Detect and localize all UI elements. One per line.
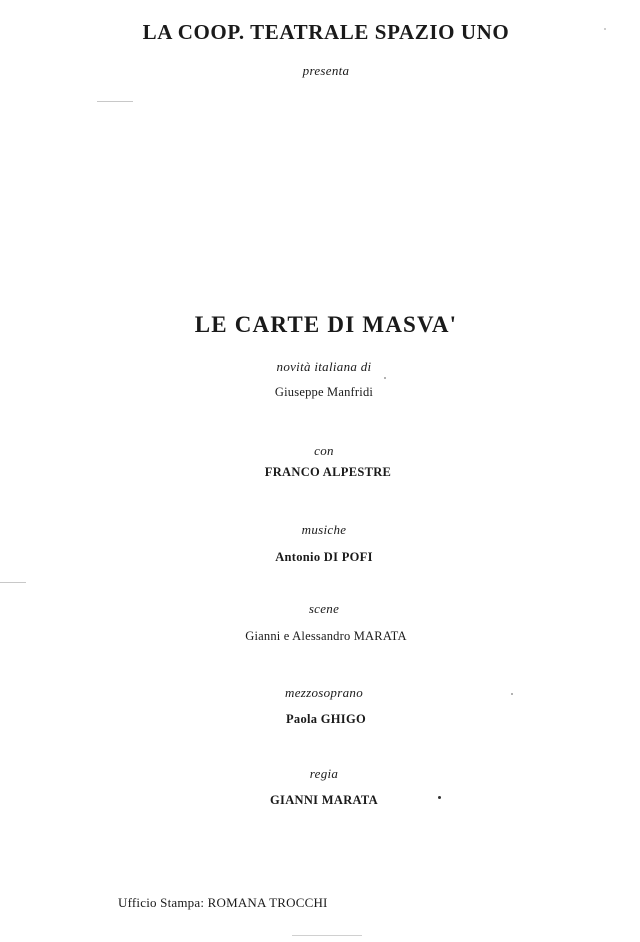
credit-role-scene: scene: [308, 601, 340, 616]
scan-speck: [0, 582, 26, 583]
press-office-name: ROMANA TROCCHI: [207, 895, 328, 910]
play-subtitle: novità italiana di: [276, 359, 372, 374]
play-title: LE CARTE DI MASVA': [194, 312, 458, 337]
credit-name-musiche: Antonio DI POFI: [275, 550, 373, 564]
scan-speck: [292, 935, 362, 936]
scan-speck: [438, 796, 441, 799]
credit-role-regia: regia: [309, 766, 339, 781]
credit-name-regia: GIANNI MARATA: [270, 793, 378, 807]
scan-speck: [97, 101, 133, 102]
credit-role-musiche: musiche: [301, 522, 347, 537]
credit-role-mezzosoprano: mezzosoprano: [285, 685, 363, 700]
presents-label: presenta: [302, 63, 350, 78]
scan-speck: [384, 377, 386, 379]
play-author: Giuseppe Manfridi: [274, 385, 374, 399]
scan-speck: [511, 693, 513, 695]
credit-name-mezzosoprano: Paola GHIGO: [285, 712, 367, 726]
company-heading: LA COOP. TEATRALE SPAZIO UNO: [142, 20, 510, 44]
press-office-label: Ufficio Stampa:: [118, 895, 205, 910]
credit-name-scene: Gianni e Alessandro MARATA: [245, 629, 407, 643]
credit-name-con: FRANCO ALPESTRE: [264, 465, 392, 479]
scan-speck: [604, 28, 606, 30]
credit-role-con: con: [314, 443, 334, 458]
press-office-footer: [118, 895, 328, 911]
